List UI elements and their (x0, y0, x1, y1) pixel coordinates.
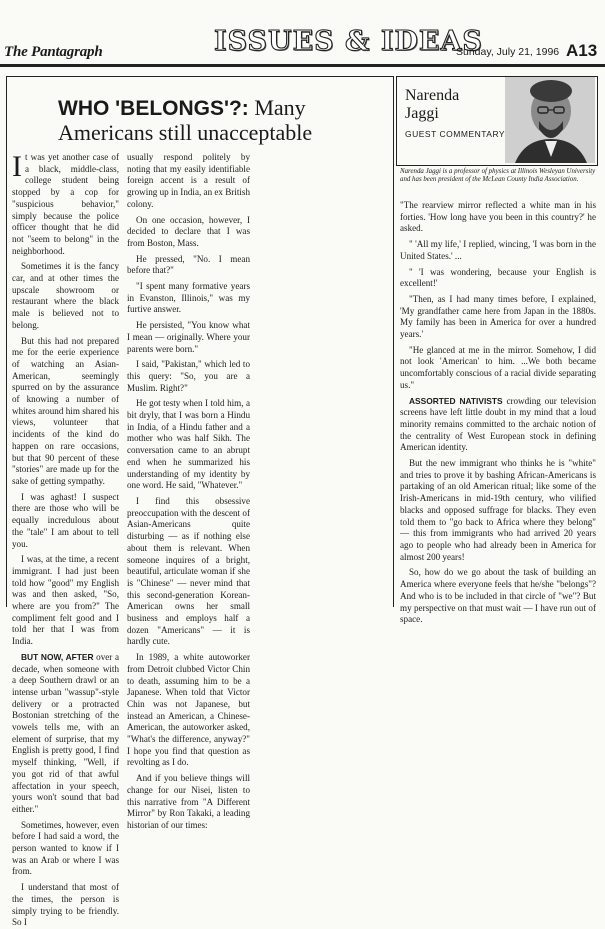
paragraph-text: "Then, as I had many times before, I explained, 'My grandfather came here from Japan in the 1880s. My family has been in America for over a hundred years.' (400, 293, 596, 340)
masthead (0, 0, 605, 64)
author-last-name: Jaggi (405, 105, 439, 122)
paragraph-text: And if you believe things will change for our Nisei, listen to this narrative from "A Different Mirror" by Ron Takaki, a leading historian of our times: (127, 773, 250, 830)
author-first-name: Narenda (405, 87, 460, 104)
paragraph-text: "I spent many formative years in Evanston, Illinois," was my furtive answer. (127, 281, 250, 315)
paragraph-text: "He glanced at me in the mirror. Somehow, I did not look 'American' to him. ...We both became uncomfortably conscious of a racial divide separating us." (400, 344, 596, 390)
paragraph (400, 345, 596, 392)
paragraph-text: I was, at the time, a recent immigrant. I had just been told how "good" my English was and then asked, "So, where are you from?" The compliment felt good and I told her that I was from India. (12, 554, 119, 647)
paragraph (127, 652, 250, 769)
paragraph (127, 359, 250, 394)
author-name (405, 87, 459, 123)
paragraph (127, 773, 250, 832)
paragraph (12, 336, 119, 488)
paragraph (12, 820, 119, 879)
paragraph-text: I understand that most of the times, the person is simply trying to be friendly. So I (12, 882, 119, 928)
paragraph-lead: BUT NOW, AFTER (21, 651, 94, 662)
paragraph (400, 567, 596, 626)
article-column-1 (12, 150, 119, 928)
paragraph (12, 554, 119, 648)
paragraph-lead: ASSORTED NATIVISTS (409, 395, 503, 406)
paragraph-text: He persisted, "You know what I mean — originally. Where your parents were born." (127, 320, 250, 354)
headline-rest: Many Americans still unacceptable (58, 95, 313, 145)
paragraph (127, 152, 250, 211)
author-role: GUEST COMMENTARY (405, 129, 506, 139)
paragraph (400, 267, 596, 290)
paragraph (400, 200, 596, 235)
paragraph-text: But the new immigrant who thinks he is "white" and tries to prove it by bashing African-Americans is partaking of an old American ritual; like some of the Irish-Americans in mid-19th century, who vilified blacks and opposed suffrage for blacks. They even told them to "go back to Africa where they belong" — this from immigrants who had arrived 20 years ago to people who had already been in America for almost 200 years! (400, 458, 596, 562)
paragraph (127, 215, 250, 250)
section-title: ISSUES & IDEAS (214, 26, 483, 57)
paragraph-text: On one occasion, however, I decided to declare that I was from Boston, Mass. (127, 214, 250, 248)
paragraph (400, 396, 596, 455)
paragraph-text: usually respond politely by noting that my easily identifiable foreign accent is a result of growing up in India, an ex British colony. (127, 152, 251, 209)
paragraph-text: In 1989, a white autoworker from Detroit clubbed Victor Chin to death, assuming him to be a Japanese. When told that Victor Chin was not Japanese, but instead an American, a Chinese-American, the autoworker asked, "What's the difference, anyway?" I hope you find that question as revolting as I do. (127, 652, 250, 768)
paragraph-text: I said, "Pakistan," which led to this query: "So, you are a Muslim. Right?" (127, 359, 250, 393)
paragraph (127, 320, 250, 355)
paragraph-text: over a decade, when someone with a deep Southern drawl or an intense urban "wassup"-style delivery or a protracted Bostonian stretching of the vowels tells me, with an element of surprise, that my English is pretty good, I find myself thinking, "Well, if you got rid of that awful affectation in your speech, yours won't sound that bad either." (12, 651, 119, 814)
paragraph-text: But this had not prepared me for the eerie experience of watching an Asian-American, seemingly spurred on by the assurance of knowing a number of whites around him shared his views, volunteer that incidents of the kind do happen on rare occasions, but that 90 percent of these "stories" are made up for the sake of getting sympathy. (12, 335, 119, 486)
article-column-2 (127, 152, 251, 830)
paragraph (127, 281, 250, 316)
newspaper-name: The Pantagraph (4, 44, 103, 60)
headline-bold: WHO 'BELONGS'?: (58, 97, 249, 120)
author-bio: Narenda Jaggi is a professor of physics at Illinois Wesleyan University and has been president of the McLean County India Association. (400, 168, 596, 184)
headline (58, 96, 378, 145)
article-column-4 (400, 200, 596, 625)
paragraph (400, 458, 596, 563)
author-box (396, 76, 598, 166)
paragraph (12, 492, 119, 551)
masthead-rule (0, 64, 605, 67)
paragraph (12, 152, 119, 257)
paragraph (400, 239, 596, 262)
paragraph-text: So, how do we go about the task of building an America where everyone feels that he/she "belongs"? And who is to be included in that circle of "we"? But my perspective on that must wait — I have run out of space. (400, 567, 596, 625)
paragraph-text: He got testy when I told him, a bit dryly, that I was born a Hindu in India, of a Hindu father and a mother who was half Sikh. The conversation came to an abrupt end when he summarized his understanding of my identity by one word. He said, "Whatever." (127, 398, 250, 491)
paragraph (400, 294, 596, 341)
paragraph-text: I was aghast! I suspect there are those who will be equally incredulous about the "tale" I am about to tell you. (12, 491, 119, 549)
paragraph-text: I find this obsessive preoccupation with the descent of Asian-Americans quite disturbing — as if nothing else about them is relevant. When someone inquires of a bright, beautiful, articulate woman if she is "Chinese" — never mind that this second-generation Korean-American owns her small business and employs half a dozen "Americans" — it is hardly cute. (127, 495, 250, 647)
paragraph-text: He pressed, "No. I mean before that?" (127, 253, 250, 276)
paragraph (12, 882, 119, 929)
author-portrait-icon (505, 77, 595, 163)
issue-date: Sunday, July 21, 1996 (456, 46, 560, 58)
paragraph-text: " 'All my life,' I replied, wincing, 'I was born in the United States.' ... (400, 239, 596, 261)
paragraph-text: crowding our television screens have left little doubt in my mind that a loud minority remains committed to the archaic notion of the centrality of West European stock in defining American identity. (400, 395, 596, 453)
page-number: A13 (566, 41, 598, 60)
paragraph-text: " 'I was wondering, because your English is excellent!' (400, 266, 596, 289)
paragraph (127, 254, 250, 277)
paragraph-text: Sometimes it is the fancy car, and at other times the upscale showroom or restaurant where the black male is believed not to belong. (12, 261, 119, 330)
paragraph-text: Sometimes, however, even before I had said a word, the person wanted to know if I was an Arab or where I was from. (12, 819, 119, 877)
drop-cap: I (12, 150, 22, 183)
paragraph-text: t was yet another case of a black, middle-class, college student being stopped by a cop for "suspicious behavior," simply because the police officer thought that he did not "seem to belong" in the neighborhood. (12, 152, 119, 256)
paragraph (127, 398, 250, 492)
paragraph (12, 261, 119, 331)
paragraph (12, 652, 119, 816)
author-photo (505, 77, 595, 163)
paragraph-text: "The rearview mirror reflected a white man in his forties. 'How long have you been in this country?' he asked. (400, 200, 596, 234)
paragraph (127, 496, 250, 648)
